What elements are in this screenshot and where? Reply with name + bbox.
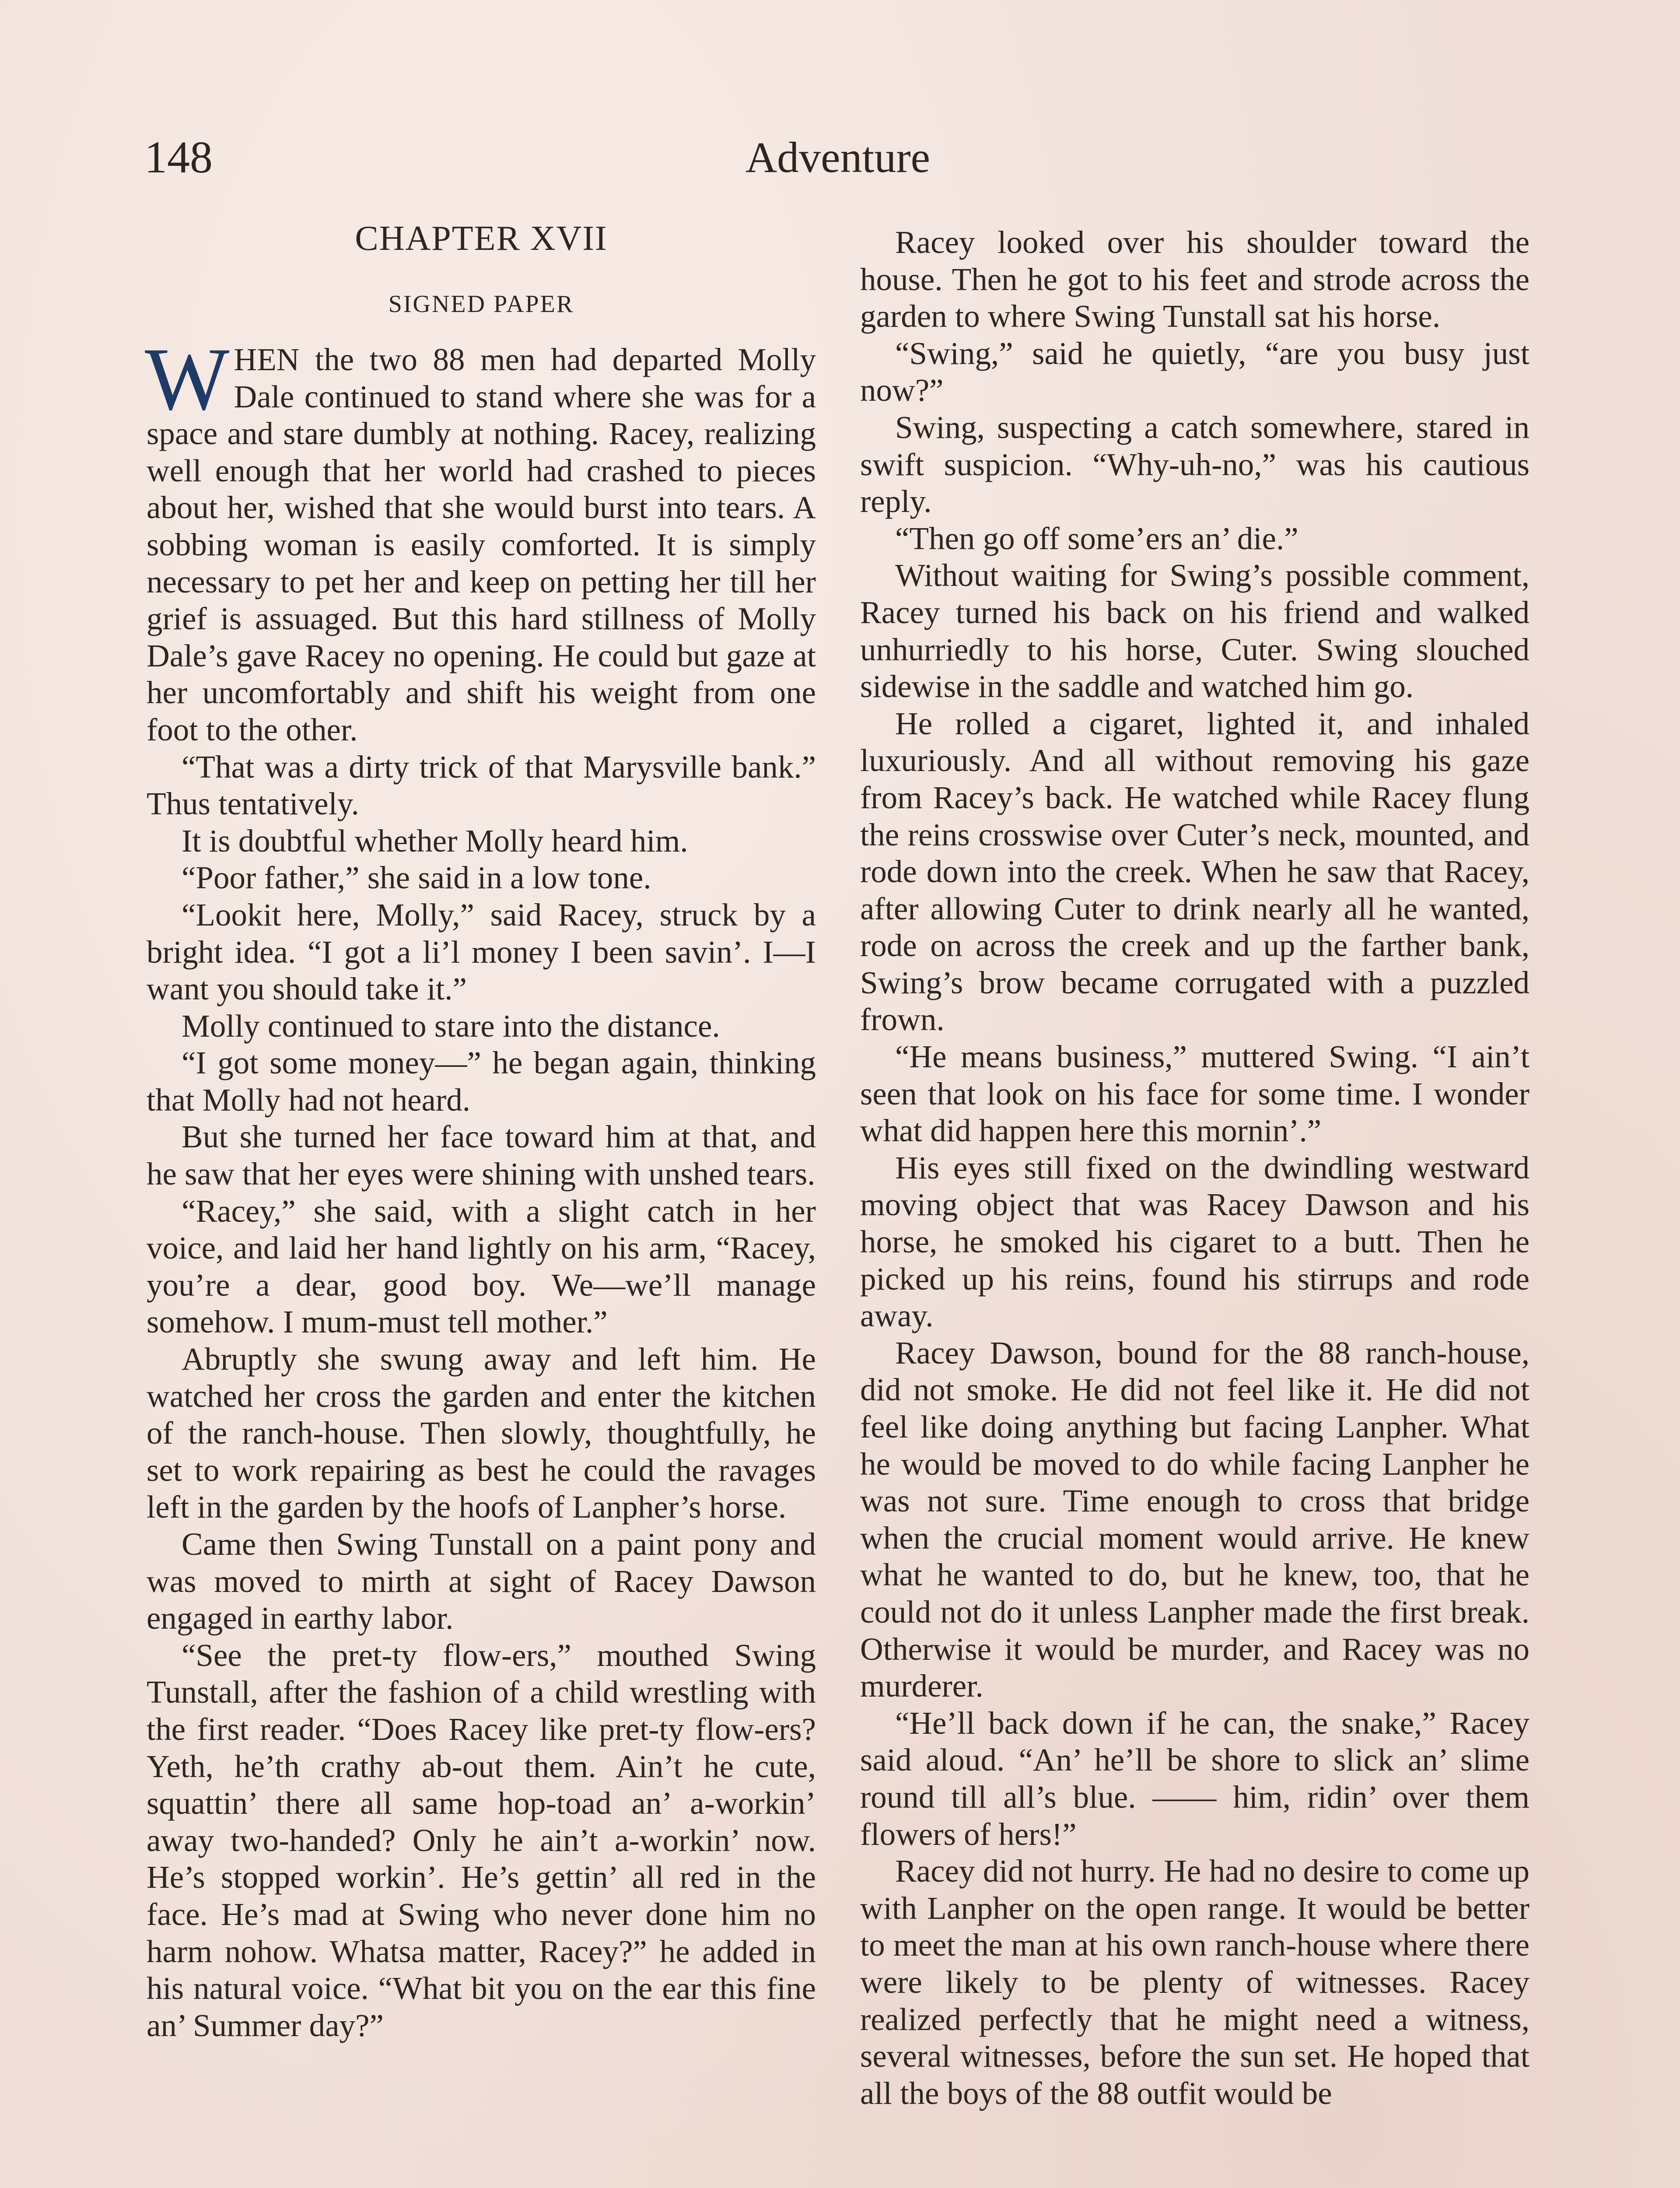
- paragraph: “He’ll back down if he can, the snake,” Racey said aloud. “An’ he’ll be shore to slick an’ slime round till all’s blue. —— him, ridin’ over them flowers of hers!”: [860, 1705, 1530, 1852]
- paragraph: Racey Dawson, bound for the 88 ranch-house, did not smoke. He did not feel like it. He did not feel like doing anything but facing Lanpher. What he would be moved to do while facing Lanpher he was not sure. Time enough to cross that bridge when the crucial moment would arrive. He knew what he wanted to do, but he knew, too, that he could not do it unless Lanpher made the first break. Otherwise it would be murder, and Racey was no murderer.: [860, 1335, 1530, 1704]
- paragraph: He rolled a cigaret, lighted it, and inhaled luxuriously. And all without removing his gaze from Racey’s back. He watched while Racey flung the reins crosswise over Cuter’s neck, mounted, and rode down into the creek. When he saw that Racey, after allowing Cuter to drink nearly all he wanted, rode on across the creek and up the farther bank, Swing’s brow became corrugated with a puzzled frown.: [860, 705, 1530, 1038]
- paragraph: “See the pret-ty flow-ers,” mouthed Swing Tunstall, after the fashion of a child wrestling with the first reader. “Does Racey like pret-ty flow-ers? Yeth, he’th crathy ab-out them. Ain’t he cute, squattin’ there all same hop-toad an’ a-workin’ away two-handed? Only he ain’t a-workin’ now. He’s stopped workin’. He’s gettin’ all red in the face. He’s mad at Swing who never done him no harm nohow. Whatsa matter, Racey?” he added in his natural voice. “What bit you on the ear this fine an’ Summer day?”: [147, 1637, 816, 2043]
- first-paragraph: [145, 330, 816, 749]
- paragraph: “Racey,” she said, with a slight catch in her voice, and laid her hand lightly on his arm, “Racey, you’re a dear, good boy. We—we’ll manage somehow. I mum-must tell mother.”: [147, 1193, 816, 1340]
- chapter-subtitle: SIGNED PAPER: [388, 291, 574, 318]
- right-column: [860, 224, 1530, 2112]
- paragraph: “That was a dirty trick of that Marysville bank.” Thus tentatively.: [147, 749, 816, 822]
- paragraph: “Swing,” said he quietly, “are you busy just now?”: [860, 335, 1530, 408]
- paragraph: Swing, suspecting a catch somewhere, stared in swift suspicion. “Why-uh-no,” was his cautious reply.: [860, 409, 1530, 519]
- journal-title: Adventure: [745, 133, 931, 182]
- paragraph: His eyes still fixed on the dwindling westward moving object that was Racey Dawson and his horse, he smoked his cigaret to a butt. Then he picked up his reins, found his stirrups and rode away.: [860, 1150, 1530, 1334]
- chapter-title: CHAPTER XVII: [355, 219, 608, 258]
- paragraph: Molly continued to stare into the distance.: [182, 1008, 720, 1044]
- running-head: [144, 127, 1531, 188]
- first-paragraph-text: HEN the two 88 men had departed Molly Dale continued to stand where she was for a space and stare dumbly at nothing. Racey, realizing well enough that her world had crashed to pieces about her, wished that she would burst into tears. A sobbing woman is easily comforted. It is simply necessary to pet her and keep on petting her till her grief is assuaged. But this hard stillness of Molly Dale’s gave Racey no opening. He could but gaze at her uncomfortably and shift his weight from one foot to the other.: [147, 342, 816, 747]
- paragraph: Racey looked over his shoulder toward the house. Then he got to his feet and strode across the garden to where Swing Tunstall sat his horse.: [860, 224, 1530, 334]
- paragraph: Abruptly she swung away and left him. He watched her cross the garden and enter the kitchen of the ranch-house. Then slowly, thoughtfully, he set to work repairing as best he could the ravages left in the garden by the hoofs of Lanpher’s horse.: [147, 1341, 816, 1525]
- paragraph: Racey did not hurry. He had no desire to come up with Lanpher on the open range. It would be better to meet the man at his own ranch-house where there were likely to be plenty of witnesses. Racey realized perfectly that he might need a witness, several witnesses, before the sun set. He hoped that all the boys of the 88 outfit would be: [860, 1853, 1530, 2111]
- paragraph: “Then go off some’ers an’ die.”: [895, 520, 1298, 556]
- paragraph: “I got some money—” he began again, thinking that Molly had not heard.: [147, 1045, 816, 1118]
- paragraph: But she turned her face toward him at that, and he saw that her eyes were shining with unshed tears.: [147, 1119, 816, 1192]
- paragraph: Came then Swing Tunstall on a paint pony and was moved to mirth at sight of Racey Dawson engaged in earthy labor.: [147, 1526, 816, 1636]
- paragraph: “He means business,” muttered Swing. “I ain’t seen that look on his face for some time. I wonder what did happen here this mornin’.”: [860, 1039, 1530, 1149]
- left-column: [147, 219, 816, 2044]
- paragraph: “Poor father,” she said in a low tone.: [182, 860, 651, 896]
- paragraph: It is doubtful whether Molly heard him.: [182, 823, 688, 859]
- drop-cap: W: [145, 330, 230, 429]
- paragraph: “Lookit here, Molly,” said Racey, struck by a bright idea. “I got a li’l money I been savin’. I—I want you should take it.”: [147, 897, 816, 1007]
- paragraph: Without waiting for Swing’s possible comment, Racey turned his back on his friend and walked unhurriedly to his horse, Cuter. Swing slouched sidewise in the saddle and watched him go.: [860, 558, 1530, 705]
- page-number: 148: [144, 132, 213, 182]
